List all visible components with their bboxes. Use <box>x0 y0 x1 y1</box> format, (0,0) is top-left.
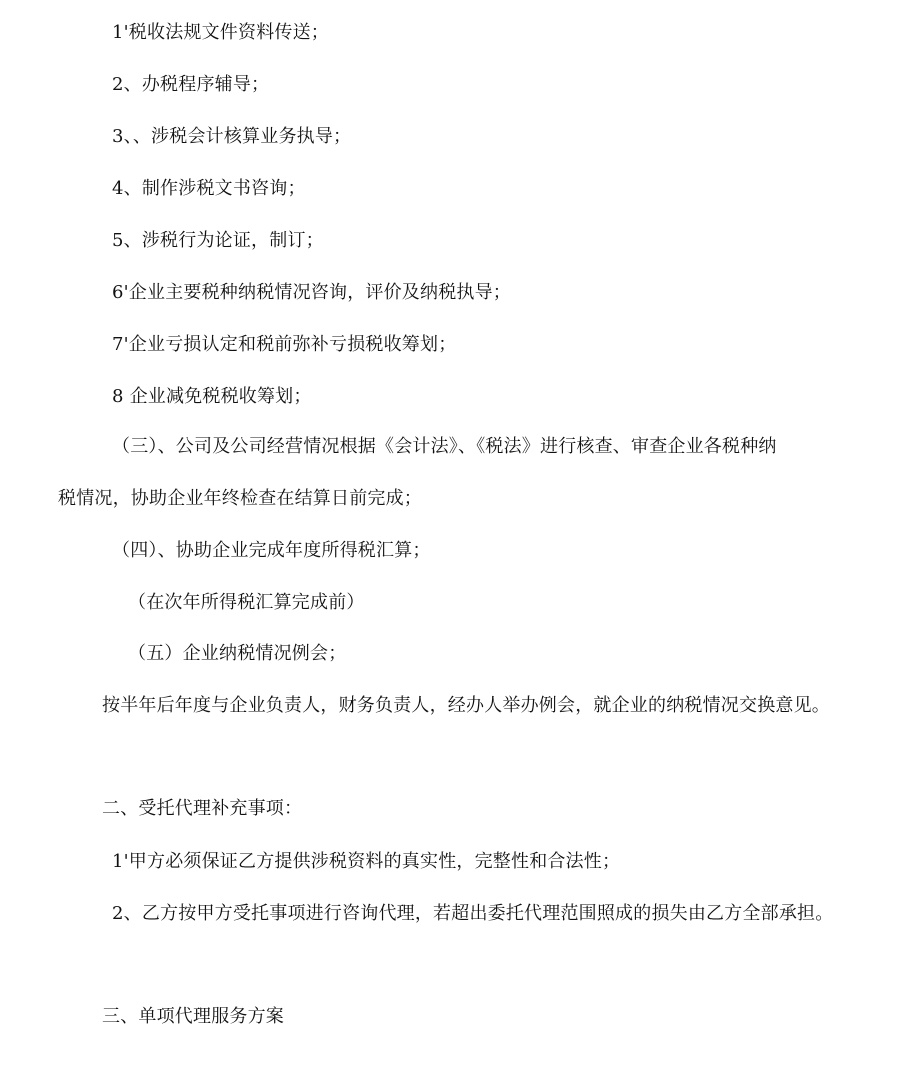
list-item-8: 8 企业减免税税收筹划； <box>112 386 312 407</box>
paragraph-section-5-detail: 按半年后年度与企业负责人，财务负责人，经办人举办例会，就企业的纳税情况交换意见。 <box>102 695 830 716</box>
heading-section-3: 三、单项代理服务方案 <box>102 1006 284 1027</box>
list-item-2: 2、办税程序辅导； <box>112 74 270 95</box>
paragraph-section-5: （五）企业纳税情况例会； <box>128 643 347 664</box>
heading-section-2: 二、受托代理补充事项： <box>102 798 303 819</box>
paragraph-section-4-note: （在次年所得税汇算完成前） <box>128 592 365 613</box>
paragraph-section-3-line-2: 税情况，协助企业年终检查在结算日前完成； <box>58 488 422 509</box>
list-item-party-a: 1'甲方必须保证乙方提供涉税资料的真实性，完整性和合法性； <box>112 851 621 872</box>
list-item-3: 3、、涉税会计核算业务执导； <box>112 126 352 147</box>
list-item-1: 1'税收法规文件资料传送； <box>112 22 329 43</box>
list-item-5: 5、涉税行为论证，制订； <box>112 230 324 251</box>
list-item-6: 6'企业主要税种纳税情况咨询，评价及纳税执导； <box>112 282 511 303</box>
list-item-party-b: 2、乙方按甲方受托事项进行咨询代理，若超出委托代理范围照成的损失由乙方全部承担。 <box>112 903 834 924</box>
list-item-4: 4、制作涉税文书咨询； <box>112 178 306 199</box>
paragraph-section-4: （四）、协助企业完成年度所得税汇算； <box>112 540 431 561</box>
paragraph-section-3-line-1: （三）、公司及公司经营情况根据《会计法》、《税法》进行核查、审查企业各税种纳 <box>112 436 777 457</box>
list-item-7: 7'企业亏损认定和税前弥补亏损税收筹划； <box>112 334 457 355</box>
